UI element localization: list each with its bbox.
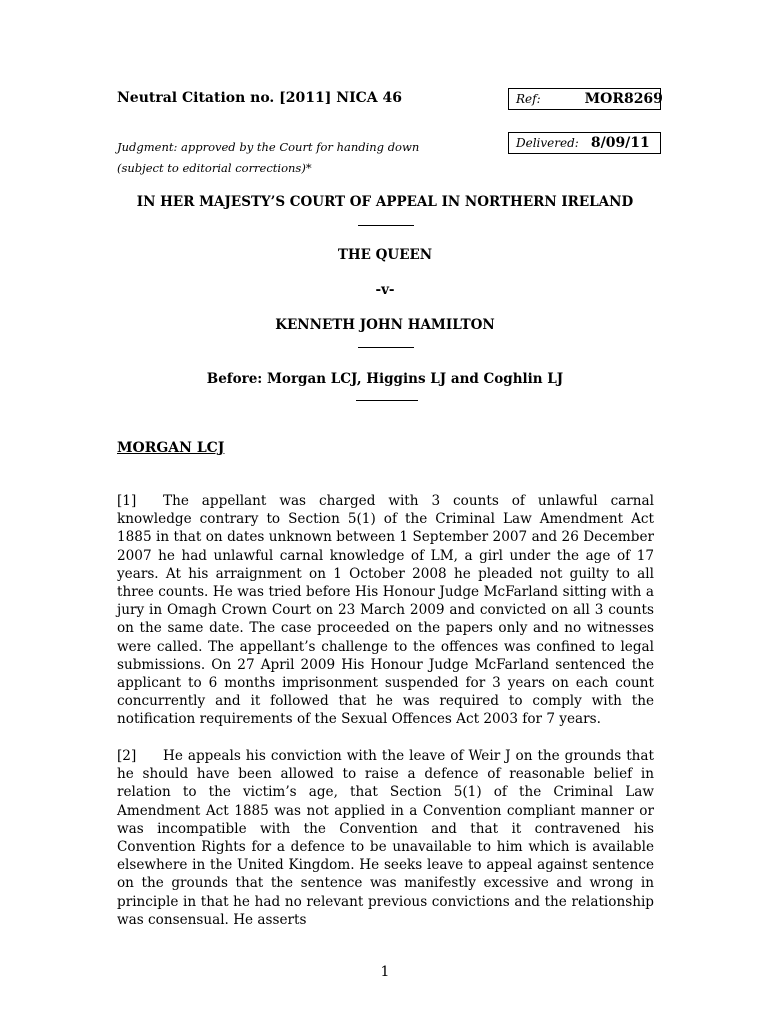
delivered-box: [508, 132, 661, 154]
judge-heading: MORGAN LCJ: [117, 440, 225, 456]
versus: -v-: [375, 282, 395, 298]
divider: [358, 347, 414, 348]
bench: Before: Morgan LCJ, Higgins LJ and Coghlin LJ: [206, 371, 564, 387]
paragraph-text: He appeals his conviction with the leave of Weir J on the grounds that he should have been allowed to raise a defence of reasonable belief in relation to the victim’s age, that Section 5(1) of the Criminal Law Amendment Act 1885 was not applied in a Convention compliant manner or was incompatible with the Convention and that it contravened his Convention Rights for a defence to be unavailable to him which is available elsewhere in the United Kingdom. He seeks leave to appeal against sentence on the grounds that the sentence was manifestly excessive and wrong in principle in that he had no relevant previous convictions and the relationship was consensual. He asserts: [117, 748, 654, 928]
paragraph-number: [2]: [117, 748, 137, 764]
court-title: IN HER MAJESTY’S COURT OF APPEAL IN NORTHERN IRELAND: [136, 194, 634, 210]
neutral-citation: Neutral Citation no. [2011] NICA 46: [117, 90, 402, 106]
reference-box: [508, 88, 661, 110]
paragraph-text: The appellant was charged with 3 counts of unlawful carnal knowledge contrary to Section 5(1) of the Criminal Law Amendment Act 1885 in that on dates unknown between 1 September 2007 and 26 December 2007 he had unlawful carnal knowledge of LM, a girl under the age of 17 years. At his arraignment on 1 October 2008 he pleaded not guilty to all three counts. He was tried before His Honour Judge McFarland sitting with a jury in Omagh Crown Court on 23 March 2009 and convicted on all 3 counts on the same date. The case proceeded on the papers only and no witnesses were called. The appellant’s challenge to the offences was confined to legal submissions. On 27 April 2009 His Honour Judge McFarland sentenced the applicant to 6 months imprisonment suspended for 3 years on each count concurrently and it followed that he was required to comply with the notification requirements of the Sexual Offences Act 2003 for 7 years.: [117, 493, 654, 728]
delivered-value: 8/09/11: [590, 135, 650, 151]
party-two: KENNETH JOHN HAMILTON: [275, 317, 495, 333]
paragraph-number: [1]: [117, 493, 137, 509]
judgment-note: [117, 137, 419, 179]
judgment-note-line-1: Judgment: approved by the Court for handing down: [117, 140, 420, 154]
page-number: 1: [380, 964, 390, 980]
ref-value: MOR8269: [584, 91, 663, 107]
divider: [358, 225, 414, 226]
party-one: THE QUEEN: [337, 247, 433, 263]
judgment-note-line-2: (subject to editorial corrections)*: [117, 161, 312, 175]
paragraph: [117, 747, 654, 929]
ref-label: Ref:: [516, 92, 541, 106]
delivered-label: Delivered:: [516, 136, 579, 150]
paragraph: [117, 492, 654, 729]
divider: [356, 400, 418, 401]
